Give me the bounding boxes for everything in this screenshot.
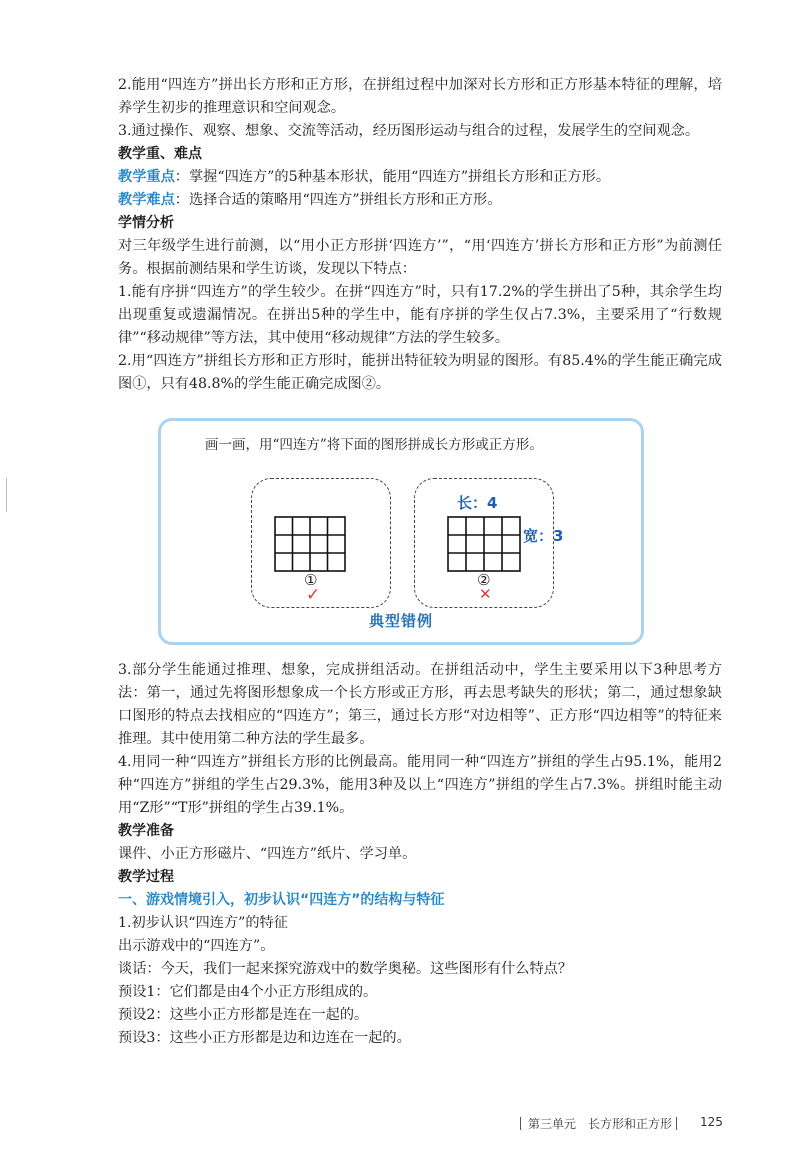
footer-divider-right: [676, 1117, 677, 1130]
finding-1: 1.能有序拼“四连方”的学生较少。在拼“四连方”时，只有17.2%的学生拼出了5种，其余学生均出现重复或遗漏情况。在拼出5种的学生中，能有序拼的学生仅占7.3%，主要采用了“行数规律”“移动规律”等方法，其中使用“移动规律”方法的学生较多。: [118, 284, 722, 346]
key-point: [118, 166, 722, 189]
prep-heading: 教学准备: [118, 823, 174, 839]
key-point-label: 教学重点: [118, 169, 175, 185]
preset-2: 预设2：这些小正方形都是连在一起的。: [118, 1007, 369, 1023]
analysis-intro: 对三年级学生进行前测，以“用小正方形拼‘四连方’”，“用‘四连方’拼长方形和正方形”为前测任务。根据前测结果和学生访谈，发现以下特点：: [118, 238, 722, 277]
section-1-title: 一、游戏情境引入，初步认识“四连方”的结构与特征: [118, 892, 445, 908]
footer-chapter: 第三单元 长方形和正方形: [528, 1117, 673, 1131]
page-body: [118, 74, 722, 396]
figure-caption: 典型错例: [368, 612, 433, 630]
width-note: 宽：3: [523, 527, 564, 545]
difficult-point-text: ：选择合适的策略用“四连方”拼组长方形和正方形。: [174, 192, 502, 208]
process-heading: 教学过程: [118, 869, 174, 885]
page-number: 125: [700, 1115, 723, 1129]
preset-1: 预设1：它们都是由4个小正方形组成的。: [118, 984, 378, 1000]
goal-2: 2.能用“四连方”拼出长方形和正方形，在拼组过程中加深对长方形和正方形基本特征的理解，培养学生初步的推理意识和空间观念。: [118, 77, 722, 116]
difficult-point: [118, 189, 722, 212]
edge-mark: [6, 478, 7, 512]
finding-2: 2.用“四连方”拼组长方形和正方形时，能拼出特征较为明显的图形。有85.4%的学生能正确完成图①，只有48.8%的学生能正确完成图②。: [118, 353, 722, 392]
grid-shape-1: [252, 479, 392, 609]
difficult-point-label: 教学难点: [118, 192, 175, 208]
check-icon: ✓: [306, 585, 321, 605]
figure-panel-1: [251, 478, 391, 608]
figure-panel-2: [414, 478, 564, 608]
figure-instruction: 画一画，用“四连方”将下面的图形拼成长方形或正方形。: [205, 437, 543, 453]
keypoints-heading: 教学重、难点: [118, 146, 202, 162]
preset-3: 预设3：这些小正方形都是边和边连在一起的。: [118, 1030, 411, 1046]
sub-1: 1.初步认识“四连方”的特征: [118, 915, 288, 931]
show-text: 出示游戏中的“四连方”。: [118, 938, 275, 954]
page-footer: [0, 1115, 800, 1135]
analysis-heading: 学情分析: [118, 215, 174, 231]
talk-text: 谈话：今天，我们一起来探究游戏中的数学奥秘。这些图形有什么特点？: [118, 961, 573, 977]
finding-4: 4.用同一种“四连方”拼组长方形的比例最高。能用同一种“四连方”拼组的学生占95.1%，能用2种“四连方”拼组的学生占29.3%，能用3种及以上“四连方”拼组的学生占7.3%。拼组时能主动用“Z形”“T形”拼组的学生占39.1%。: [118, 754, 722, 816]
finding-3: 3.部分学生能通过推理、想象，完成拼组活动。在拼组活动中，学生主要采用以下3种思考方法：第一，通过先将图形想象成一个长方形或正方形，再去思考缺失的形状；第二，通过想象缺口图形的特点去找相应的“四连方”；第三，通过长方形“对边相等”、正方形“四边相等”的特征来推理。其中使用第二种方法的学生最多。: [118, 662, 722, 747]
prep-text: 课件、小正方形磁片、“四连方”纸片、学习单。: [118, 846, 417, 862]
footer-divider-left: [520, 1117, 521, 1130]
panel-2-label: ②: [477, 571, 491, 589]
goal-3: 3.通过操作、观察、想象、交流等活动，经历图形运动与组合的过程，发展学生的空间观念。: [118, 123, 700, 139]
key-point-text: ：掌握“四连方”的5种基本形状，能用“四连方”拼组长方形和正方形。: [174, 169, 611, 185]
panel-1-label: ①: [304, 571, 318, 589]
length-note: 长：4: [457, 494, 498, 512]
page-body-lower: [118, 659, 722, 1050]
cross-icon: ✕: [479, 585, 492, 603]
error-example-figure: [158, 418, 644, 645]
